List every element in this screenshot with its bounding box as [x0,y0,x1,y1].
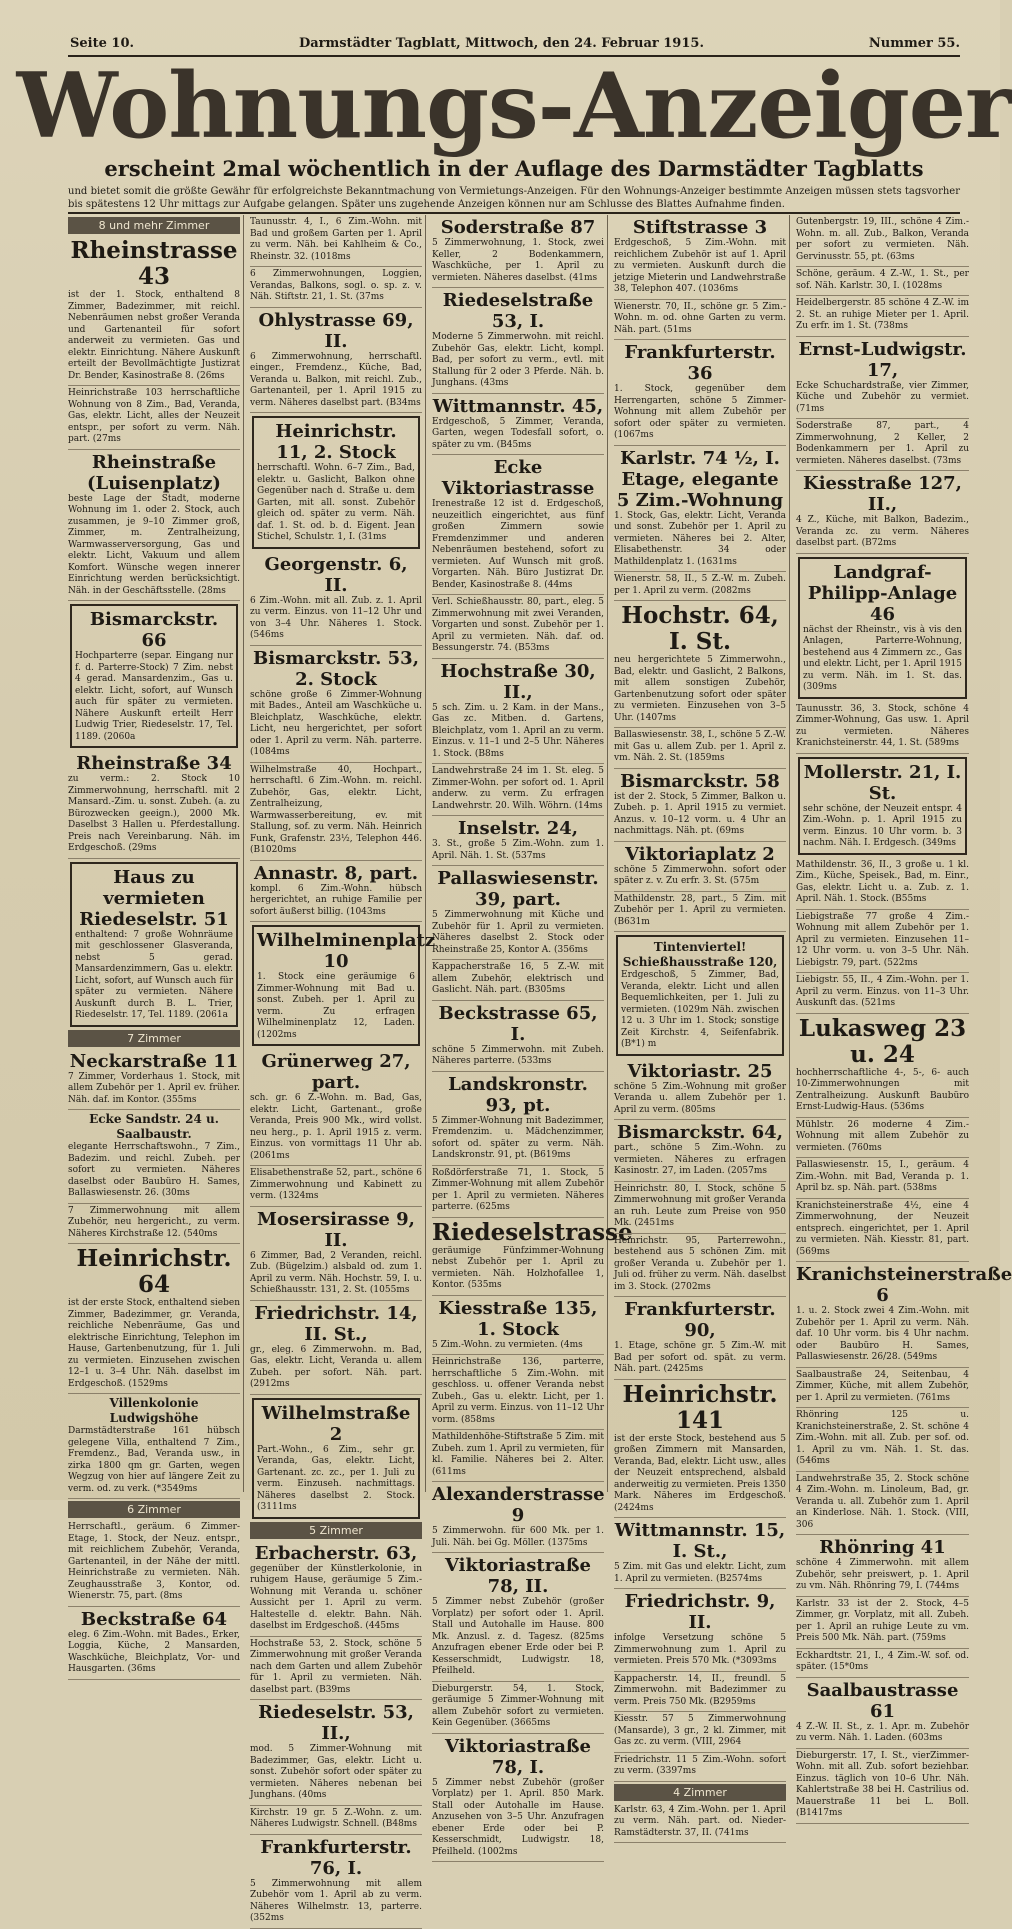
listing-text: 5 Zimmerwohnung mit allem Zubehör vom 1. April ab zu verm. Näheres Wilhelmstr. 13, parterre. (352ms [250,1878,422,1923]
listing-text: Wilhelmstraße 40, Hochpart., herrschaftl. 6 Zim.-Wohn. m. reichl. Zubehör, Gas, elektr. Licht, Zentralheizung, Warmwasserbereitung, ev. mit Stallung, sof. zu verm. Näh. Heinrich Funk, Grafenstr. 23½, Telephon 446. (B1020ms [250,764,422,855]
listing-ad [796,296,969,337]
listing-text: Erdgeschoß, 5 Zim.-Wohn. mit reichlichem Zubehör ist auf 1. April zu vermieten. Auskunft durch die jetzige Mieterin und Landwehrstraße 38, Telephon 407. (1036ms [614,238,786,294]
listing-text: elegante Herrschaftswohn., 7 Zim., Badezim. und reichl. Zubeh. per sofort zu vermieten. Näheres daselbst oder Baubüro H. Sames, Ballaswiesenstr. 26. (30ms [68,1142,240,1198]
listing-text: 5 sch. Zim. u. 2 Kam. in der Mans., Gas zc. Mitben. d. Gartens, Bleichplatz, vom 1. April an zu verm. Einzus. v. 11–1 und 2–5 Uhr. Näheres 1. Stock. (B8ms [432,702,604,759]
listing-heading: Bismarckstr. 66 [89,609,219,651]
listing-ad [614,1518,786,1589]
ad-columns [68,215,1012,1923]
listing-text: eleg. 6 Zim.-Wohn. mit Bades., Erker, Loggia, Küche, 2 Mansarden, Waschküche, Bleichplatz, Vor- und Hausgarten. (36ms [68,1629,240,1674]
listing-text: Eckhardtstr. 21, I., 4 Zim.-W. sof. od. später. (15*0ms [796,1650,969,1672]
listing-text: Pallaswiesenstr. 15, I., geräum. 4 Zim.-Wohn. mit Bad, Veranda p. 1. April bz. sp. Näh. part. (538ms [796,1160,969,1193]
listing-heading: Viktoriaplatz 2 [625,843,775,865]
listing-ad [432,764,604,816]
ad-column-1 [68,215,244,1674]
listing-ad [252,416,420,549]
listing-ad [796,1535,969,1597]
listing-heading: Grünerweg 27, part. [261,1051,411,1093]
listing-heading: Bismarckstr. 58 [620,770,780,792]
listing-ad [250,1166,422,1207]
listing-text: Mathildenstr. 28, part., 5 Zim. mit Zubehör per 1. April zu vermieten. (B631m [614,893,786,927]
listing-text: 5 Zimmer nebst Zubehör (großer Vorplatz) per sofort oder 1. April. Stall und Autohalle im Hause. 800 Mk. Anzusl. z. d. Tagesz. (825ms Anzufragen ebener Erde oder bei P. Kesserschmidt, Ludwigstr. 18, Pfeilheld. [432,1597,604,1676]
listing-ad [432,595,604,659]
listing-ad [796,1368,969,1409]
listing-ad [796,1014,969,1118]
listing-heading: Pallaswiesenstr. 39, part. [437,868,599,910]
listing-text: Mathildenhöhe-Stiftstraße 5 Zim. mit Zubeh. zum 1. April zu vermieten, für kl. Familie. Näheres bei 2. Alter. (611ms [432,1432,604,1477]
listing-heading: Viktoriastraße 78, II. [445,1555,591,1597]
listing-text: schöne 5 Zimmerwohn. mit Zubeh. Näheres parterre. (533ms [432,1044,604,1066]
listing-text: Ecke Schuchardstraße, vier Zimmer, Küche und Zubehör zu vermiet. (71ms [796,380,969,414]
listing-ad [796,1262,1012,1368]
listing-text: 5 Zimmerwohnung, 1. Stock, zwei Keller, 2 Bodenkammern, Waschküche, per 1. April zu vermieten. Näheres daselbst. (41ms [432,238,604,283]
listing-text: Wienerstr. 70, II., schöne gr. 5 Zim.-Wohn. m. od. ohne Garten zu verm. Näh. part. (51ms [614,301,786,335]
listing-text: Kappacherstraße 16, 5 Z.-W. mit allem Zubehör, elektrisch und Gaslicht. Näh. part. (B305ms [432,962,604,995]
listing-text: ist der 1. Stock, enthaltend 8 Zimmer, Badezimmer, mit reichl. Nebenräumen nebst großer Veranda und Gartenanteil für sofort anderweit zu vermieten. Gas und elektr. Einrichtung. Nähere Auskunft erteilt der Bevollmächtigte Justizrat Dr. Bender, Kasinostraße 8. (26ms [68,290,240,381]
listing-ad [250,308,422,414]
listing-text: sehr schöne, der Neuzeit entspr. 4 Zim.-Wohn. p. 1. April 1915 zu verm. Einzus. 10 Uhr vorm. b. 3 nachm. Näh. I. Erdgesch. (349ms [803,803,962,848]
listing-heading: Landskronstr. 93, pt. [448,1073,588,1116]
listing-ad [796,910,969,974]
listing-text: sch. gr. 6 Z.-Wohn. m. Bad, Gas, elektr. Licht, Gartenant., große Veranda, Preis 900 Mk., wird vollst. neu herg., p. 1. April 1915 z. verm. Einzus. von vormittags 11 Uhr ab. (2061ms [250,1093,422,1161]
listing-ad [432,659,604,765]
listing-text: ist der erste Stock, bestehend aus 5 großen Zimmern mit Mansarden, Veranda, Bad, elektr. Licht usw., alles der Neuzeit entsprechend, alsbald anderweitig zu vermieten. Preis 1350 Mark. Näheres im Erdgeschoß. (2424ms [614,1433,786,1513]
listing-ad [432,455,604,595]
listing-ad [250,215,422,267]
listing-ad [432,1482,604,1553]
listing-heading: Stiftstrasse 3 [632,217,768,238]
listing-ad [614,1120,786,1182]
listing-ad [616,935,784,1056]
listing-ad [432,288,604,394]
listing-ad [432,1553,604,1682]
listing-text: 5 Zimmer nebst Zubehör (großer Vorplatz) per 1. April. 850 Mark. Stall oder Autohalle im Hause. Anzusehen von 3–5 Uhr. Anzufragen ebener Erde oder bei P. Kesserschmidt, Ludwigstr. 18, Pfeilheld. (1002ms [432,1777,604,1857]
section-header: 7 Zimmer [68,1030,240,1047]
columns-rule [68,212,960,214]
listing-ad [796,702,969,754]
listing-ad [250,1301,422,1395]
listing-ad [796,267,969,296]
listing-ad [796,1649,969,1678]
listing-ad [796,215,969,267]
listing-ad [796,1749,969,1824]
listing-heading: Heinrichstr. 11, 2. Stock [275,421,397,463]
listing-heading: Wilhelmstraße 2 [261,1402,411,1445]
listing-text: part., schöne 5 Zim.-Wohn. zu vermieten. Näheres zu erfragen Kasinostr. 27, im Laden. (2057ms [614,1143,786,1176]
listing-text: schöne große 6 Zimmer-Wohnung mit Bades., Anteil am Waschküche u. Bleichplatz, Waschküche, elektr. Licht, neu hergerichtet, per sofort oder 1. April zu verm. Näh. parterre. (1084ms [250,689,422,757]
listing-text: mod. 5 Zimmer-Wohnung mit Badezimmer, Gas, elektr. Licht u. sonst. Zubehör sofort oder später zu vermieten. Näheres nebenan bei Junghans. (40ms [250,1744,422,1800]
listing-text: Mathildenstr. 36, II., 3 große u. 1 kl. Zim., Küche, Speisek., Bad, m. Einr., Gas, elektr. Licht u. a. Zub. z. 1. April. Näh. 1. Stock. (B55ms [796,859,969,904]
listing-text: Taunusstr. 4, I., 6 Zim.-Wohn. mit Bad und großem Garten per 1. April zu verm. Näh. bei Kahlheim & Co., Rheinstr. 32. (1018ms [250,217,422,262]
listing-ad [614,446,786,573]
listing-text: Elisabethenstraße 52, part., schöne 6 Zimmerwohnung und Kabinett zu verm. (1324ms [250,1168,422,1201]
listing-text: Erdgeschoß, 5 Zimmer, Bad, Veranda, elektr. Licht und allen Bequemlichkeiten, per 1. Juli zu vermieten. (1029m Näh. zwischen 12 u. 3 Uhr im 1. Stock; sonstige Zeit Kirchstr. 4, Seifenfabrik. (B*1) m [621,970,779,1049]
listing-text: Heinrichstraße 136, parterre, herrschaftliche 5 Zim.-Wohn. mit geschloss. u. offener Veranda nebst Zubeh., Gas u. elektr. Licht, per 1. April zu verm. Einzus. von 11–12 Uhr vorm. (858ms [432,1357,604,1425]
listing-ad [432,1218,633,1296]
listing-text: Heinrichstr. 95, Parterrewohn., bestehend aus 5 schönen Zim. mit großer Veranda u. Zubehör per 1. Juli od. früher zu verm. Näh. daselbst im 3. Stock. (2702ms [614,1235,786,1292]
listing-ad [614,728,786,769]
listing-ad [68,1607,240,1680]
listing-text: 4 Z.-W. II. St., z. 1. Apr. m. Zubehör zu verm. Näh. 1. Laden. (603ms [796,1721,969,1743]
listing-ad [70,862,238,1027]
listing-text: Hochparterre (separ. Eingang nur f. d. Parterre-Stock) 7 Zim. nebst 4 gerad. Mansardenzim., Gas u. elektr. Licht, sofort, auf Wunsch auch für später zu vermieten. Nähere Auskunft erteilt Herr Ludwig Trier, Riedeselstr. 17, Tel. 1189. (2060a [75,651,233,742]
listing-text: gegenüber der Künstlerkolonie, in ruhigem Hause, geräumige 5 Zim.-Wohnung mit Veranda u. schöner Aussicht per 1. April zu verm. Haltestelle d. elektr. Bahn. Näh. daselbst im Erdgeschoß. (445ms [250,1563,422,1631]
listing-text: Rhönring 125 u. Kranichsteinerstraße, 2. St. schöne 4 Zim.-Wohn. mit all. Zub. per sof. od. 1. April zu vm. Näh. 1. St. das. (546ms [796,1410,969,1466]
listing-ad [614,1803,786,1844]
listing-ad [796,858,969,910]
listing-ad [70,604,238,748]
listing-ad [796,1199,969,1263]
listing-ad [250,646,422,763]
listing-ad [614,572,786,601]
listing-text: ist der erste Stock, enthaltend sieben Zimmer, Badezimmer, gr. Veranda, reichliche Nebenräume, Gas und elektrische Einrichtung, Telephon im Hause, Gartenbenutzung, für 1. Juli zu vermieten. Einzusehen zwischen 12–1 u. 3–4 Uhr. Näh. daselbst im Erdgeschoß. (1529ms [68,1298,240,1389]
listing-heading: Ernst-Ludwigstr. 17, [798,338,967,381]
section-header: 8 und mehr Zimmer [68,217,240,234]
listing-text: Roßdörferstraße 71, 1. Stock, 5 Zimmer-Wohnung mit allem Zubehör per 1. April zu vermieten. Näheres parterre. (625ms [432,1167,604,1212]
listing-ad [796,1118,969,1159]
listing-ad [796,471,969,554]
listing-heading: Wilhelminenplatz 10 [257,930,436,972]
listing-text: 6 Zimmer, Bad, 2 Veranden, reichl. Zub. (Bügelzim.) alsbald od. zum 1. April zu verm. Näh. Hochstr. 59, I. u. Schießhausstr. 131, 2. St. (1055ms [250,1250,422,1295]
listing-text: Taunusstr. 36, 3. Stock, schöne 4 Zimmer-Wohnung, Gas usw. 1. April zu vermieten. Näheres Kranichsteinerstr. 44, 1. St. (589ms [796,703,969,748]
listing-ad [614,601,786,728]
listing-ad [432,1001,604,1072]
listing-ad [614,340,786,446]
listing-text: schöne 5 Zim.-Wohnung mit großer Veranda u. allem Zubehör per 1. April zu verm. (805ms [614,1081,786,1115]
listing-text: infolge Versetzung schöne 5 Zimmerwohnung zum 1. April zu vermieten. Preis 570 Mk. (*3093ms [614,1633,786,1666]
listing-ad [614,892,786,933]
listing-text: Heinrichstraße 103 herrschaftliche Wohnung von 8 Zim., Bad, Veranda, Gas, elektr. Licht, alles der Neuzeit entspr., per sofort zu verm. Näh. part. (27ms [68,388,240,444]
listing-text: geräumige Fünfzimmer-Wohnung nebst Zubehör per 1. April zu vermieten. Näh. Holzhofallee 1, Kontor. (535ms [432,1245,604,1290]
listing-heading: Mosersirasse 9, II. [257,1208,415,1251]
listing-ad [614,215,786,300]
listing-heading: Bismarckstr. 64, [617,1122,783,1143]
listing-text: Dieburgerstr. 54, 1. Stock, geräumige 5 Zimmer-Wohnung mit allem Zubehör sofort zu vermieten. Kein Gegenüber. (3665ms [432,1683,604,1728]
listing-heading: Kranichsteinerstraße 6 [796,1264,1012,1306]
listing-text: herrschaftl. Wohn. 6–7 Zim., Bad, elektr. u. Gaslicht, Balkon ohne Gegenüber nach d. Straße u. dem Garten, mit all. sonst. Zubehör gleich od. später zu verm. Näh. daf. 1. St. od. b. d. Eigent. Jean Stichel, Schulstr. 1, I. (31ms [257,463,415,542]
listing-heading: Riedeselstraße 53, I. [442,290,594,332]
listing-ad [614,300,786,341]
listing-ad [432,1296,604,1356]
listing-heading: Erbacherstr. 63, [254,1542,418,1564]
listing-text: 1. Etage, schöne gr. 5 Zim.-W. mit Bad per sofort od. spät. zu verm. Näh. part. (2425ms [614,1341,786,1374]
listing-ad [432,960,604,1001]
listing-text: schöne 4 Zimmerwohn. mit allem Zubehör, sehr preiswert, p. 1. April zu vm. Näh. Rhönring 79, I. (744ms [796,1558,969,1591]
listing-text: 3. St., große 5 Zim.-Wohn. zum 1. April. Näh. 1. St. (537ms [432,839,604,861]
listing-heading: Kiesstraße 127, II., [803,473,962,515]
listing-ad [68,450,240,602]
listing-heading: Ecke Viktoriastrasse [441,457,595,499]
listing-heading: Viktoriastr. 25 [627,1060,773,1082]
section-header: 5 Zimmer [250,1522,422,1539]
listing-text: enthaltend: 7 große Wohnräume mit geschlossener Glasveranda, nebst 5 gerad. Mansardenzimmern, Gas u. elektr. Licht, sofort, auf Wunsch auch für später zu vermieten. Nähere Auskunft durch B. L. Trier, Riedeselstr. 17, Tel. 1189. (2061a [75,929,233,1020]
listing-text: Part.-Wohn., 6 Zim., sehr gr. Veranda, Gas, elektr. Licht, Gartenant. zc. zc., per 1. Juli zu verm. Einzuseh. nachmittags. Näheres daselbst 2. Stock. (3111ms [257,1444,415,1512]
ad-column-4 [614,215,790,1838]
listing-heading: Rhönring 41 [819,1537,946,1558]
listing-ad [796,1472,969,1536]
listing-heading: Soderstraße 87 [440,217,596,238]
listing-ad [614,1712,786,1753]
page-number: Seite 10. [70,35,135,51]
listing-text: hochherrschaftliche 4-, 5-, 6- auch 10-Zimmerwohnungen mit Zentralheizung. Auskunft Baubüro Ernst-Ludwig-Haus. (536ms [796,1067,969,1112]
listing-heading: Karlstr. 74 ½, I. Etage, elegante 5 Zim.-Wohnung [616,447,784,511]
listing-ad [68,1520,240,1607]
issue-number: Nummer 55. [868,35,960,51]
listing-heading: Ecke Sandstr. 24 u. Saalbaustr. [89,1112,219,1141]
listing-text: gr., eleg. 6 Zimmerwohn. m. Bad, Gas, elektr. Licht, Veranda u. allem Zubeh. per sofort. Näh. part. (2912ms [250,1344,422,1389]
listing-ad [68,751,240,859]
listing-heading: Alexanderstrasse 9 [432,1484,605,1526]
running-header [70,32,960,54]
listing-ad [432,394,604,456]
listing-ad [68,386,240,450]
listing-ad [68,1110,240,1204]
listing-heading: Viktoriastraße 78, I. [445,1735,591,1778]
ad-column-2 [250,215,436,1923]
listing-heading: Heinrichstr. 64 [76,1245,232,1298]
listing-ad [252,1398,420,1519]
listing-ad [796,1678,969,1749]
listing-heading: Annastr. 8, part. [254,862,418,884]
listing-text: Heinrichstr. 80, I. Stock, schöne 5 Zimmerwohnung mit großer Veranda an ruh. Leute zum Preise von 950 Mk. (2451ms [614,1183,786,1228]
listing-text: Karlstr. 63, 4 Zim.-Wohn. per 1. April zu verm. Näh. part. od. Nieder-Ramstädterstr. 37, II. (741ms [614,1804,786,1838]
ad-column-5 [796,215,1012,1818]
listing-ad [432,1734,604,1863]
listing-text: 1. Stock, Gas, elektr. Licht, Veranda und sonst. Zubehör per 1. April zu vermieten. Näheres bei 2. Alter, Elisabethenstr. 34 oder Mathildenplatz 1. (1631ms [614,510,786,567]
listing-text: Schöne, geräum. 4 Z.-W., 1. St., per sof. Näh. Karlstr. 30, I. (1028ms [796,269,969,291]
listing-ad [796,1597,969,1649]
listing-text: 7 Zimmer, Vorderhaus 1. Stock, mit allem Zubehör per 1. April ev. früher. Näh. daf. im Kontor. (355ms [68,1071,240,1105]
listing-text: ist der 2. Stock, 5 Zimmer, Balkon u. Zubeh. p. 1. April 1915 zu vermiet. Anzus. v. 10–12 vorm. u. 4 Uhr an nachmittags. Näh. pt. (69ms [614,791,786,836]
listing-text: Friedrichstr. 11 5 Zim.-Wohn. sofort zu verm. (3397ms [614,1754,786,1776]
listing-ad [614,769,786,842]
listing-ad [796,973,969,1014]
listing-text: Irenestraße 12 ist d. Erdgeschoß, neuzeitlich eingerichtet, aus fünf großen Zimmern sowie Fremdenzimmer und anderen Nebenräumen bestehend, sofort zu vermieten. Auf Wunsch mit groß. Vorgarten. Näh. Büro Justizrat Dr. Bender, Kasinostraße 8. (44ms [432,499,604,590]
listing-heading: Wittmannstr. 45, [432,395,604,417]
listing-ad [796,337,969,420]
listing-text: Landwehrstraße 35, 2. Stock schöne 4 Zim.-Wohn. m. Linoleum, Bad, gr. Veranda u. all. Zubehör zum 1. April an Kinderlose. Näh. 1. Stock. (VIII, 306 [796,1473,969,1530]
paper-dateline: Darmstädter Tagblatt, Mittwoch, den 24. Februar 1915. [298,35,704,51]
listing-ad [614,1753,786,1782]
listing-heading: Ohlystrasse 69, II. [258,309,414,352]
listing-text: Soderstraße 87, part., 4 Zimmerwohnung, 2 Keller, 2 Bodenkammern per 1. April zu vermieten. Näheres daselbst. (73ms [796,421,969,466]
listing-ad [432,1355,604,1430]
listing-text: Wienerstr. 58, II., 5 Z.-W. m. Zubeh. per 1. April zu verm. (2082ms [614,574,786,596]
listing-heading: Frankfurterstr. 90, [624,1299,776,1341]
listing-ad [68,1244,240,1394]
listing-heading: Mollerstr. 21, I. St. [803,761,962,804]
listing-heading: Friedrichstr. 9, II. [624,1591,776,1633]
listing-text: 5 Zimmerwohnung mit Küche und Zubehör für 1. April zu vermieten. Näheres daselbst 2. Stock oder Rheinstraße 25, Kontor A. (356ms [432,910,604,955]
listing-heading: Beckstrasse 65, I. [438,1002,598,1045]
listing-text: Kappacherstr. 14, II., freundl. 5 Zimmerwohn. mit Badezimmer zu verm. Preis 750 Mk. (B2959ms [614,1673,786,1707]
listing-heading: Saalbaustrasse 61 [806,1679,959,1722]
listing-heading: Landgraf-Philipp-Anlage 46 [807,561,958,625]
listing-text: 5 Zimmerwohn. für 600 Mk. per 1. Juli. Näh. bei Gg. Möller. (1375ms [432,1526,604,1548]
listing-text: Erdgeschoß, 5 Zimmer, Veranda, Garten, wegen Todesfall sofort, o. später zu vm. (B45ms [432,416,604,450]
masthead-title: Wohnungs-Anzeiger [16,53,1012,159]
listing-text: Gutenbergstr. 19, III., schöne 4 Zim.-Wohn. m. all. Zub., Balkon, Veranda per sofort zu vermieten. Näh. Gervinusstr. 55, pt. (63ms [796,217,969,262]
listing-ad [796,1408,969,1472]
listing-ad [614,1059,786,1121]
listing-ad [614,1297,786,1380]
listing-text: 6 Zimmerwohnungen, Loggien, Verandas, Balkons, sogl. o. sp. z. v. Näh. Stiftstr. 21, 1. St. (37ms [250,269,422,302]
listing-ad [252,925,436,1046]
listing-ad [432,1166,604,1218]
listing-text: 1. Stock, gegenüber dem Herrengarten, schöne 5 Zimmer-Wohnung mit allem Zubehör per sofort oder später zu vermieten. (1067ms [614,384,786,440]
listing-heading: Frankfurterstr. 76, I. [260,1836,412,1879]
listing-heading: Bismarckstr. 53, 2. Stock [253,647,419,690]
listing-text: 7 Zimmerwohnung mit allem Zubehör, neu hergericht., zu verm. Näheres Kirchstraße 12. (540ms [68,1205,240,1239]
listing-ad [432,1682,604,1734]
listing-ad [250,861,422,923]
listing-ad [432,816,604,866]
listing-text: Dieburgerstr. 17, I. St., vierZimmer-Wohn. mit all. Zub. sofort beziehbar. Einzus. täglich von 10–6 Uhr. Näh. Kahlertstraße 38 bei H. Castrilius od. Mauerstraße 11 bei L. Boll. (B1417ms [796,1750,969,1818]
listing-ad [250,267,422,308]
listing-ad [250,763,422,861]
listing-text: 1. Stock eine geräumige 6 Zimmer-Wohnung mit Bad u. sonst. Zubeh. per 1. April zu verm. Zu erfragen Wilhelminenplatz 12, Laden. (1202ms [257,972,415,1040]
listing-text: beste Lage der Stadt, moderne Wohnung im 1. oder 2. Stock, auch zusammen, je 9–10 Zimmer groß, Zimmer, m. Zentralheizung, Warmwasserversorgung, Gas und elektr. Licht, Vakuum und allem Komfort. Wünsche wegen innerer Einrichtung werden berücksichtigt. Näh. in der Geschäftsstelle. (28ms [68,493,240,596]
ad-column-3 [432,215,633,1857]
listing-ad [250,1049,422,1166]
listing-heading: Frankfurterstr. 36 [624,342,776,384]
listing-ad [68,1204,240,1245]
listing-ad [68,236,240,386]
listing-heading: Neckarstraße 11 [69,1050,239,1072]
listing-ad [250,1541,422,1637]
listing-heading: Rheinstrasse 43 [70,237,238,290]
listing-text: Kiesstr. 57 5 Zimmerwohnung (Mansarde), 3 gr., 2 kl. Zimmer, mit Gas zc. zu verm. (VIII, 2964 [614,1714,786,1747]
listing-ad [798,757,967,855]
listing-ad [614,1234,786,1298]
listing-heading: Rheinstraße (Luisenplatz) [87,451,221,494]
listing-text: 5 Zim. mit Gas und elektr. Licht, zum 1. April zu vermieten. (B2574ms [614,1562,786,1584]
listing-ad [432,215,604,288]
listing-text: nächst der Rheinstr., vis à vis den Anlagen, Parterre-Wohnung, bestehend aus 4 Zimmern zc., Gas und elektr. Licht, per 1. April 1915 zu verm. Näh. im 1. St. das. (309ms [803,624,962,692]
listing-text: neu hergerichtete 5 Zimmerwohn., Bad, elektr. und Gaslicht, 2 Balkons, mit allem sonstigen Zubehör, Gartenbenutzung sofort oder später zu vermieten. Einzusehen von 3–5 Uhr. (1407ms [614,655,786,723]
listing-heading: Hochstraße 30, II., [440,660,596,703]
listing-heading: Georgenstr. 6, II. [264,553,408,596]
listing-ad [432,866,604,960]
listing-heading: Tintenviertel! Schießhausstraße 120, [622,940,778,969]
listing-text: kompl. 6 Zim.-Wohn. hübsch hergerichtet, an ruhige Familie per sofort äußerst billig. (1043ms [250,883,422,917]
listing-ad [614,1380,786,1519]
listing-text: Heidelbergerstr. 85 schöne 4 Z.-W. im 2. St. an ruhige Mieter per 1. April. Zu erfr. im 1. St. (738ms [796,298,969,331]
listing-ad [796,1158,969,1199]
listing-text: schöne 5 Zimmerwohn. sofort oder später z. v. Zu erfr. 3. St. (575m [614,864,786,886]
listing-text: Hochstraße 53, 2. Stock, schöne 5 Zimmerwohnung mit großer Veranda nach dem Garten und allem Zubehör für 1. April zu vermieten. Näh. daselbst part. (B39ms [250,1638,422,1695]
listing-text: 4 Z., Küche, mit Balkon, Badezim., Veranda zc. zu verm. Näheres daselbst part. (B72ms [796,515,969,548]
listing-ad [796,419,969,471]
listing-ad [614,1672,786,1713]
listing-heading: Friedrichstr. 14, II. St., [254,1302,418,1345]
listing-heading: Lukasweg 23 u. 24 [798,1014,967,1068]
listing-text: Kirchstr. 19 gr. 5 Z.-Wohn. z. um. Näheres Ludwigstr. Schnell. (B48ms [250,1807,422,1829]
listing-text: 5 Zim.-Wohn. zu vermieten. (4ms [432,1339,583,1350]
listing-text: Darmstädterstraße 161 hübsch gelegene Villa, enthaltend 7 Zim., Fremdenz., Bad, Veranda usw., in zirka 1800 qm gr. Garten, wegen Wegzug von hier auf längere Zeit zu verm. od. zu verk. (*3549ms [68,1426,240,1494]
listing-heading: Haus zu vermieten Riedeselstr. 51 [79,866,229,930]
listing-text: Verl. Schießhausstr. 80, part., eleg. 5 Zimmerwohnung mit zwei Veranden, Vorgarten und sonst. Zubehör per 1. April zu vermieten. Näh. daf. od. Bessungerstr. 74. (B53ms [432,597,604,653]
listing-text: Saalbaustraße 24, Seitenbau, 4 Zimmer, Küche, mit allem Zubehör, per 1. April zu vermieten. (761ms [796,1369,969,1403]
listing-ad [250,552,422,646]
listing-heading: Riedeselstrasse [432,1218,633,1246]
listing-text: Kranichsteinerstraße 4½, eine 4 Zimmerwohnung, der Neuzeit entsprech. eingerichtet, per 1. April zu vermieten. Näh. Kiesstr. 81, part. (569ms [796,1200,969,1257]
listing-ad [250,1637,422,1701]
listing-heading: Heinrichstr. 141 [622,1380,778,1434]
listing-ad [250,1207,422,1301]
section-header: 4 Zimmer [614,1784,786,1801]
listing-heading: Inselstr. 24, [457,818,579,839]
listing-heading: Villenkolonie Ludwigshöhe [109,1396,199,1425]
listing-ad [798,557,967,699]
listing-text: Landwehrstraße 24 im 1. St. eleg. 5 Zimmer-Wohn. per sofort od. 1. April anderw. zu verm. Zu erfragen Landwehrstr. 20. Wilh. Wöhrn. (14ms [432,766,604,811]
listing-text: 1. u. 2. Stock zwei 4 Zim.-Wohn. mit Zubehör per 1. April zu verm. Näh. daf. 10 Uhr vorm. bis 4 Uhr nachm. oder Baubüro H. Sames, Pallaswiesenstr. 26/28. (549ms [796,1306,969,1362]
listing-heading: Wittmannstr. 15, I. St., [614,1520,786,1562]
listing-ad [68,1049,240,1111]
listing-text: Liebigstraße 77 große 4 Zim.-Wohnung mit allem Zubehör per 1. April zu vermieten. Einzusehen 11–12 Uhr vorm. u. von 3–5 Uhr. Näh. Liebigstr. 79, part. (522ms [796,911,969,968]
listing-text: 6 Zimmerwohnung, herrschaftl. einger., Fremdenz., Küche, Bad, Veranda u. Balkon, mit reichl. Zub., Gartenanteil, per 1. April 1915 zu verm. Näheres daselbst part. (B34ms [250,351,422,408]
listing-ad [68,1394,240,1499]
listing-ad [614,1589,786,1672]
listing-ad [250,1806,422,1835]
listing-heading: Beckstraße 64 [80,1608,228,1630]
listing-ad [250,1700,422,1806]
listing-ad [432,1072,604,1166]
listing-heading: Rheinstraße 34 [76,753,232,774]
listing-text: Herrschaftl., geräum. 6 Zimmer-Etage, 1. Stock, der Neuz. entspr., mit reichlichem Zubehör, Veranda, Gartenanteil, in der Nähe der mittl. Heinrichstraße zu vermieten. Näh. Zeughausstraße 3, Kontor, od. Wienerstr. 75, part. (8ms [68,1522,240,1601]
listing-text: Liebigstr. 55, II., 4 Zim.-Wohn. per 1. April zu verm. Einzus. von 11–3 Uhr. Auskunft das. (521ms [796,975,969,1008]
listing-ad [432,1430,604,1482]
listing-heading: Riedeselstr. 53, II., [258,1702,414,1744]
listing-heading: Hochstr. 64, I. St. [621,602,779,655]
section-header: 6 Zimmer [68,1501,240,1518]
masthead-subtitle: erscheint 2mal wöchentlich in der Auflage des Darmstädter Tagblatts [104,156,924,181]
listing-text: Ballaswiesenstr. 38, I., schöne 5 Z.-W. mit Gas u. allem Zub. per 1. April z. vm. Näh. 2. St. (1859ms [614,730,786,763]
listing-text: 6 Zim.-Wohn. mit all. Zub. z. 1. April zu verm. Einzus. von 11–12 Uhr und von 3–4 Uhr. Näheres 1. Stock. (546ms [250,595,422,640]
listing-text: 5 Zimmer-Wohnung mit Badezimmer, Fremdenzim. u. Mädchenzimmer, sofort od. später zu verm. Näh. Landskronstr. 91, pt. (B619ms [432,1115,604,1160]
listing-text: Karlstr. 33 ist der 2. Stock, 4–5 Zimmer, gr. Vorplatz, mit all. Zubeh. per 1. April an ruhige Leute zu vm. Preis 500 Mk. Näh. part. (759ms [796,1598,969,1643]
listing-text: Moderne 5 Zimmerwohn. mit reichl. Zubehör Gas, elektr. Licht, kompl. Bad, per sofort zu verm., evtl. mit Stallung für 2 oder 3 Pferde. Näh. b. Junghans. (43ms [432,332,604,388]
listing-text: Mühlstr. 26 moderne 4 Zim.-Wohnung mit allem Zubehör zu vermieten. (760ms [796,1119,969,1153]
listing-ad [614,842,786,892]
intro-paragraph: und bietet somit die größte Gewähr für erfolgreichste Bekanntmachung von Vermietungs-Anzeigen. Für den Wohnungs-Anzeiger bestimmte Anzeigen müssen stets tagsvorher bis spätestens 12 Uhr mittags zur Aufgabe gelangen. Später uns zugehende Anzeigen können nur am Schlusse des Blattes Aufnahme finden. [68,186,960,210]
listing-ad [250,1835,422,1929]
listing-text: zu verm.: 2. Stock 10 Zimmerwohnung, herrschaftl. mit 2 Mansard.-Zim. u. sonst. Zubeh. (a. zu Bürozwecken geeign.), 2000 Mk. Daselbst 3 Hallen u. Pferdestallung. Preis nach Vereinbarung. Näh. im Erdgeschoß. (29ms [68,774,240,853]
listing-heading: Kiesstraße 135, 1. Stock [438,1297,598,1340]
listing-ad [614,1182,786,1234]
